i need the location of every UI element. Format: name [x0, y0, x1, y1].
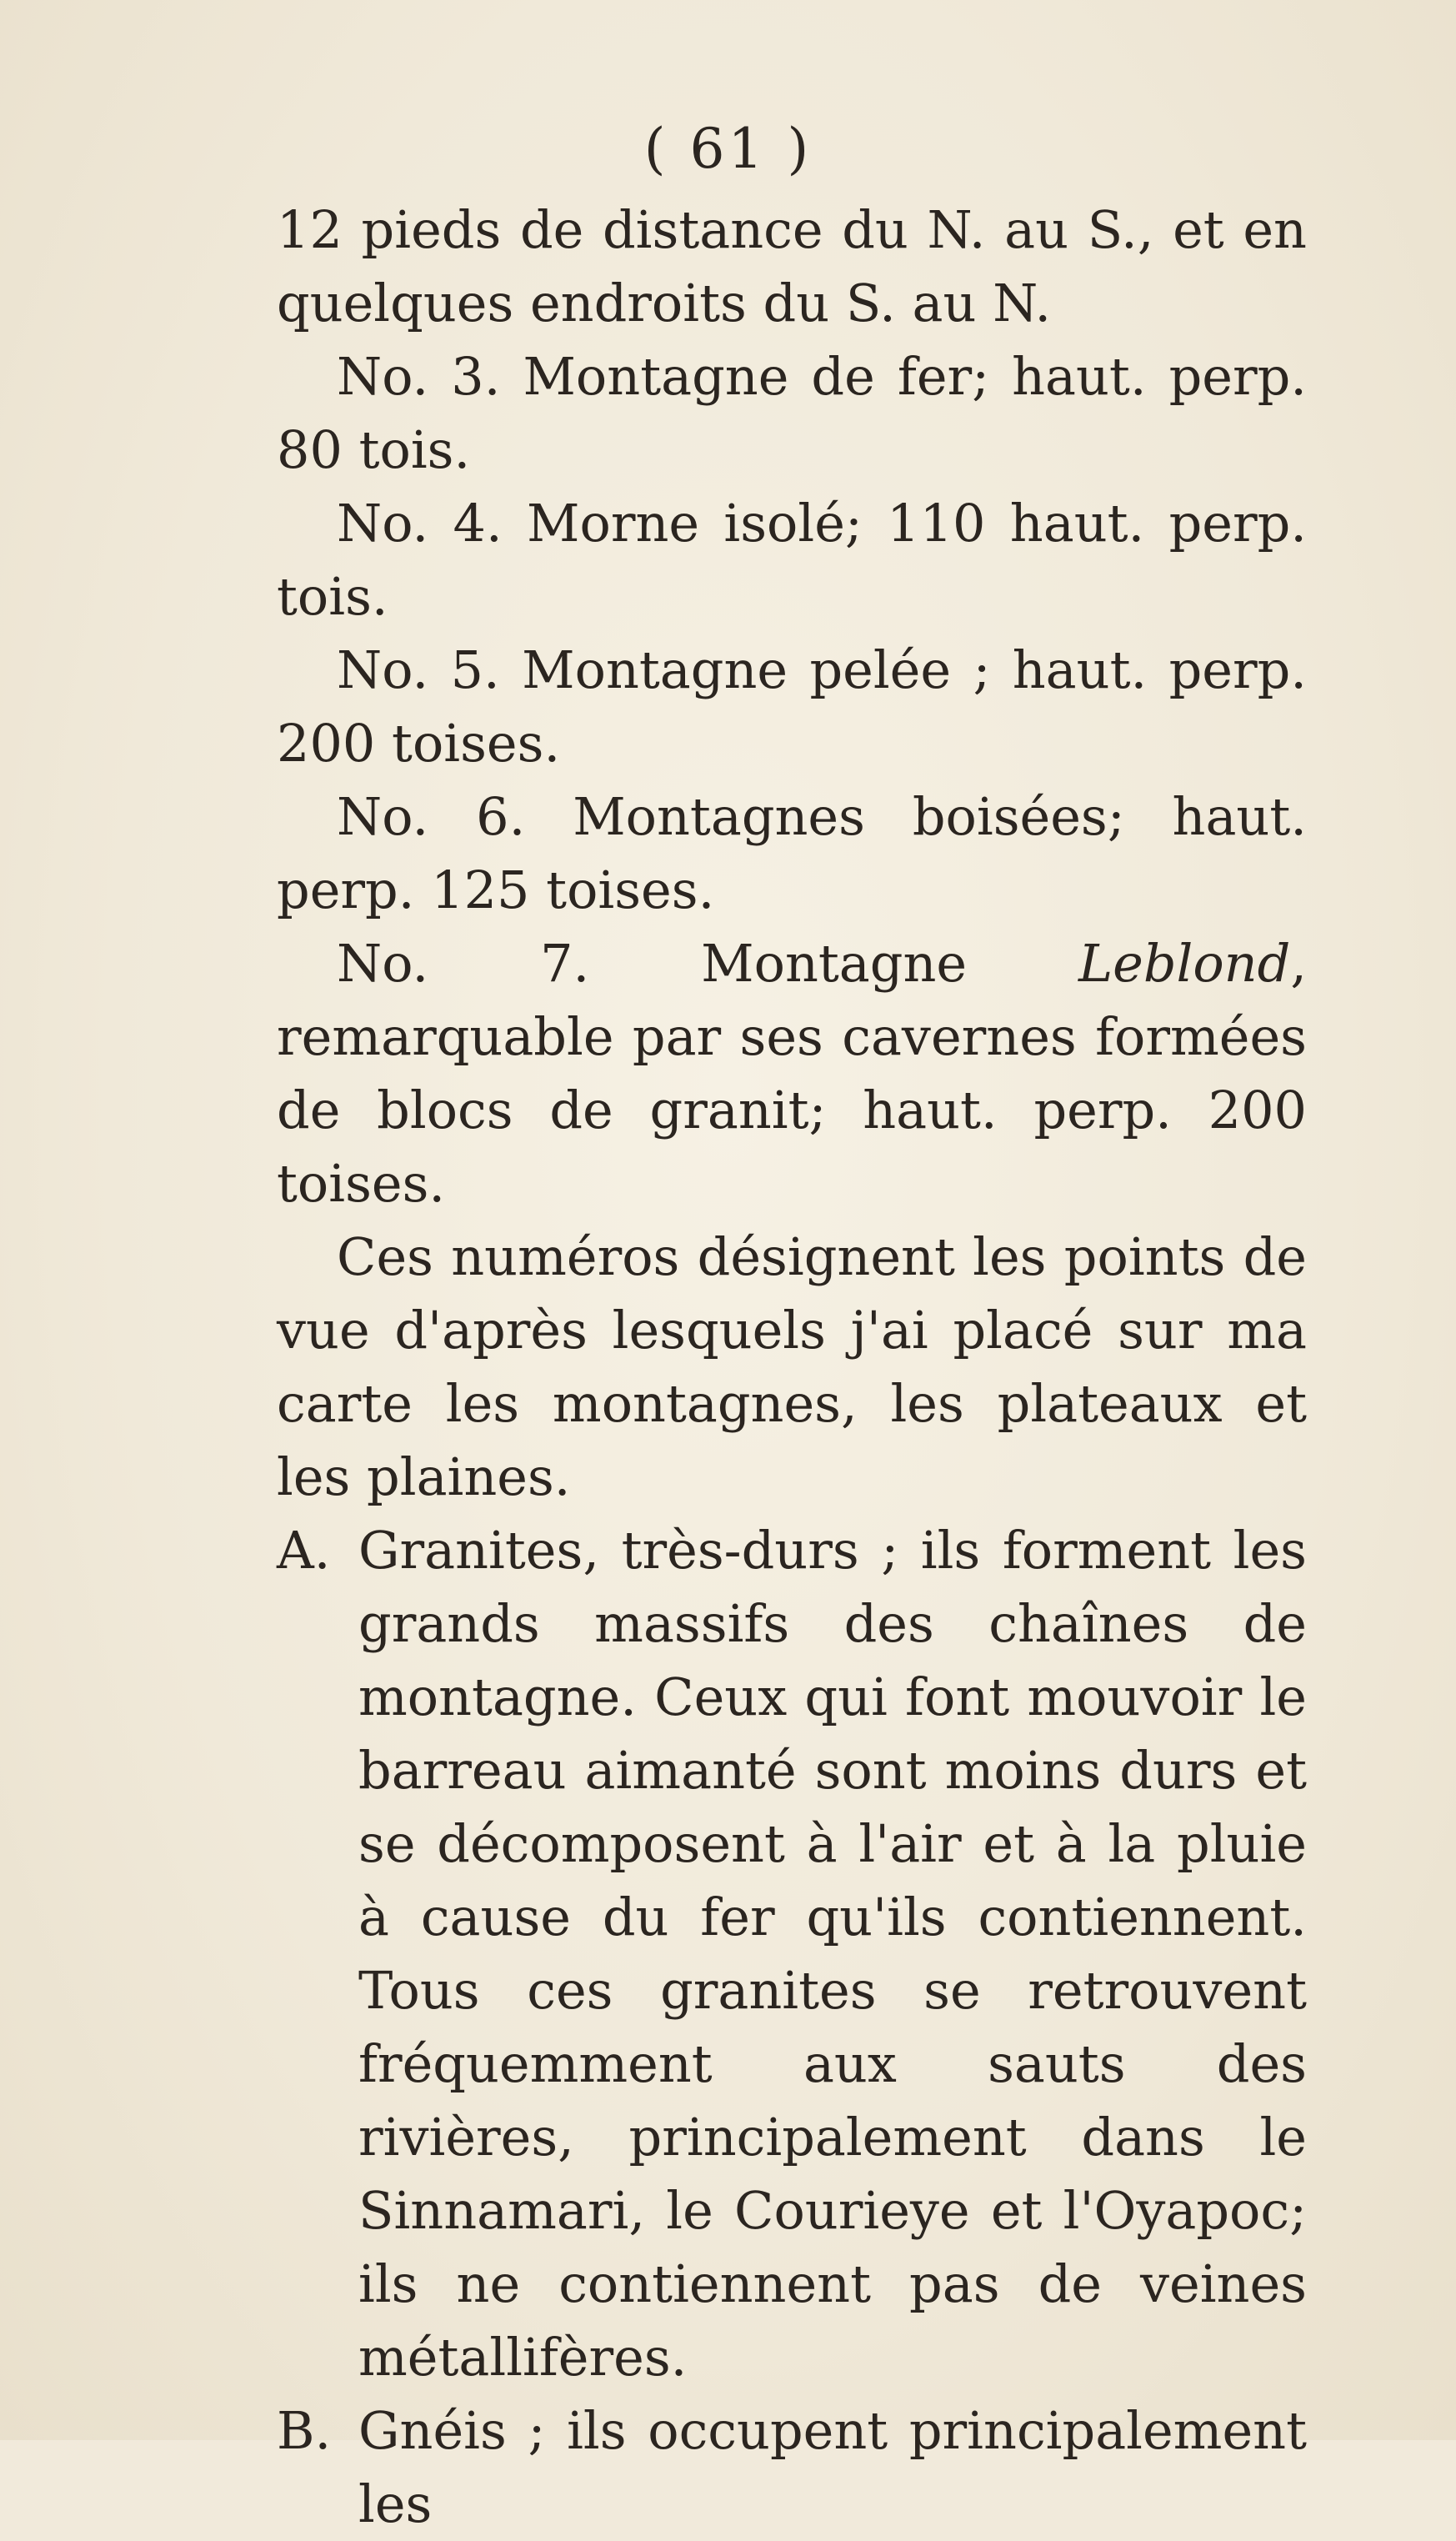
paragraph-distance: 12 pieds de distance du N. au S., et en quelques endroits du S. au N.: [277, 199, 1307, 333]
entry-b-marker: B.: [277, 2400, 332, 2461]
paragraph-numeros: Ces numéros désignent les points de vue d'après lesquels j'ai placé sur ma carte les montagnes, les plateaux et les plaines.: [277, 1226, 1307, 1507]
entry-b-text: Gnéis ; ils occupent principalement les: [358, 2400, 1307, 2534]
no7-text-start: No. 7. Montagne: [337, 933, 1078, 994]
entry-a-text: Granites, très-durs ; ils forment les grands massifs des chaînes de montagne. Ceux qui font mouvoir le barreau aimanté sont moins durs et se décomposent à l'air et à la pluie à cause du fer qu'ils contiennent. Tous ces granites se retrouvent fréquemment aux sauts des rivières, principalement dans le Sinnamari, le Courieye et l'Oyapoc; ils ne contiennent pas de veines métallifères.: [358, 1520, 1307, 2388]
page-number: ( 61 ): [643, 117, 813, 181]
entry-b: [277, 2394, 1307, 2541]
paragraph-no6: No. 6. Montagnes boisées; haut. perp. 125 toises.: [277, 786, 1307, 920]
entry-a-marker: A.: [277, 1520, 331, 1581]
page-body: [277, 193, 1307, 2541]
paragraph-no3: No. 3. Montagne de fer; haut. perp. 80 tois.: [277, 346, 1307, 480]
leblond-italic: Leblond: [1078, 933, 1291, 994]
paragraph-no4: No. 4. Morne isolé; 110 haut. perp. tois.: [277, 493, 1307, 627]
paragraph-no5: No. 5. Montagne pelée ; haut. perp. 200 toises.: [277, 639, 1307, 774]
no7-text-end: , remarquable par ses cavernes formées de blocs de granit; haut. perp. 200 toises.: [277, 933, 1307, 1214]
paragraph-no7: [277, 927, 1307, 1220]
entry-a: [277, 1514, 1307, 2394]
